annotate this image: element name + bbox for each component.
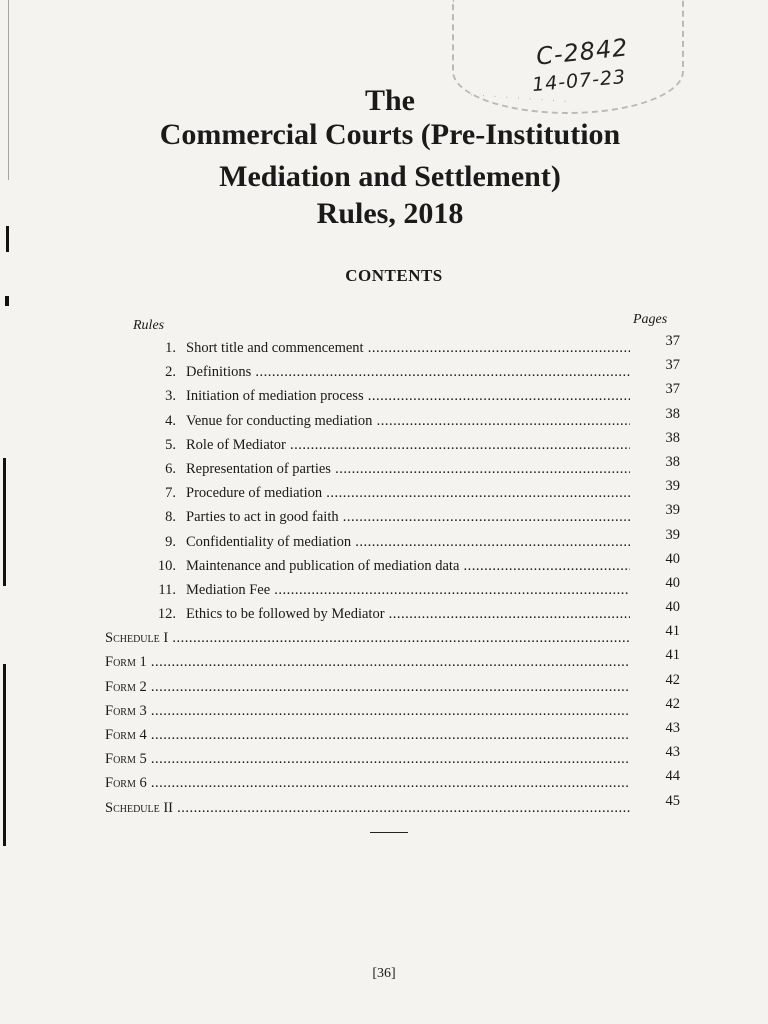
- toc-row: [100, 720, 680, 747]
- rule-title: Representation of parties .....: [186, 457, 630, 481]
- page-number: 41: [665, 623, 680, 640]
- toc-row: [100, 599, 680, 626]
- toc-row: [100, 550, 680, 578]
- rule-title: Parties to act in good faith .....: [186, 505, 630, 529]
- page-number: 37: [665, 357, 680, 374]
- page-number: 45: [665, 792, 680, 809]
- page-number: 42: [665, 671, 680, 688]
- toc-row: [100, 647, 680, 674]
- page-folio: [36]: [372, 966, 396, 981]
- rule-number: 2.: [165, 364, 176, 381]
- form-title: Form 6 .....: [105, 771, 630, 795]
- scan-edge-mark: [3, 458, 6, 586]
- page-number: 38: [665, 405, 680, 422]
- rule-title: Ethics to be followed by Mediator .....: [186, 602, 630, 626]
- page-number: 39: [665, 502, 680, 519]
- page-number: 39: [665, 478, 680, 495]
- pages-column-header: Pages: [633, 312, 668, 327]
- toc-row: [100, 381, 680, 408]
- page-number: 41: [665, 647, 680, 664]
- schedule-title: Schedule I .....: [105, 626, 630, 650]
- title-line-2: Commercial Courts (Pre-Institution: [159, 118, 621, 151]
- rule-number: 3.: [165, 388, 176, 405]
- rule-title: Definitions .....: [186, 360, 630, 384]
- contents-heading: CONTENTS: [345, 266, 443, 285]
- rule-number: 9.: [165, 533, 176, 550]
- page-number: 37: [665, 381, 680, 398]
- title-line-3: Mediation and Settlement): [219, 160, 561, 193]
- rule-number: 4.: [165, 412, 176, 429]
- toc-row: [100, 478, 680, 505]
- toc-row: [100, 695, 680, 723]
- rule-title: Venue for conducting mediation .....: [186, 409, 630, 433]
- page-number: 40: [665, 599, 680, 616]
- rule-title: Procedure of mediation .....: [186, 481, 630, 505]
- rule-title: Initiation of mediation process .....: [186, 384, 630, 408]
- rule-title: Role of Mediator .....: [186, 433, 630, 457]
- page-number: 43: [665, 720, 680, 736]
- end-divider: [370, 832, 408, 833]
- toc-row: [100, 671, 680, 699]
- rule-number: 12.: [157, 606, 176, 623]
- page-number: 38: [665, 429, 680, 446]
- form-title: Form 2 .....: [105, 675, 630, 699]
- toc-row: [100, 768, 680, 795]
- table-of-contents: [100, 333, 680, 820]
- scan-edge-mark: [5, 296, 9, 306]
- page-number: 39: [665, 526, 680, 543]
- page-number: 43: [665, 744, 680, 761]
- rule-number: 5.: [165, 436, 176, 453]
- rule-title: Maintenance and publication of mediation data .....: [186, 554, 630, 578]
- form-title: Form 1 .....: [105, 650, 630, 674]
- page-number: 37: [665, 333, 680, 349]
- toc-row: [100, 405, 680, 433]
- page-number: 40: [665, 574, 680, 591]
- toc-row: [100, 744, 680, 771]
- form-title: Form 5 .....: [105, 747, 630, 771]
- toc-row: [100, 574, 680, 602]
- rule-number: 8.: [165, 509, 176, 526]
- rule-number: 7.: [165, 485, 176, 502]
- rule-number: 6.: [165, 460, 176, 477]
- schedule-title: Schedule II .....: [105, 796, 630, 820]
- toc-row: [100, 333, 680, 360]
- page-number: 40: [665, 550, 680, 567]
- rule-title: Mediation Fee .....: [186, 578, 630, 602]
- toc-row: [100, 357, 680, 384]
- stamp-accession-number: C-2842: [534, 33, 630, 71]
- rule-title: Short title and commencement .....: [186, 336, 630, 360]
- title-line-1: The: [364, 84, 415, 117]
- toc-row: [100, 502, 680, 529]
- form-title: Form 3 .....: [105, 699, 630, 723]
- page-number: 38: [665, 453, 680, 470]
- stamp-date: 14-07-23: [531, 65, 628, 97]
- toc-row: [100, 526, 680, 554]
- rule-number: 11.: [158, 581, 176, 598]
- rule-number: 1.: [165, 340, 176, 356]
- scan-edge-mark: [3, 664, 6, 846]
- rule-title: Confidentiality of mediation .....: [186, 530, 630, 554]
- toc-row: [100, 429, 680, 457]
- rules-column-header: Rules: [133, 318, 165, 333]
- rule-number: 10.: [157, 557, 176, 574]
- stamp-faded-text: · · · · · · · · ·: [469, 90, 570, 108]
- page-number: 44: [665, 768, 680, 785]
- title-line-4: Rules, 2018: [316, 197, 464, 230]
- toc-row: [100, 623, 680, 650]
- form-title: Form 4 .....: [105, 723, 630, 747]
- toc-row: [100, 792, 680, 820]
- page-number: 42: [665, 695, 680, 712]
- toc-row: [100, 453, 680, 481]
